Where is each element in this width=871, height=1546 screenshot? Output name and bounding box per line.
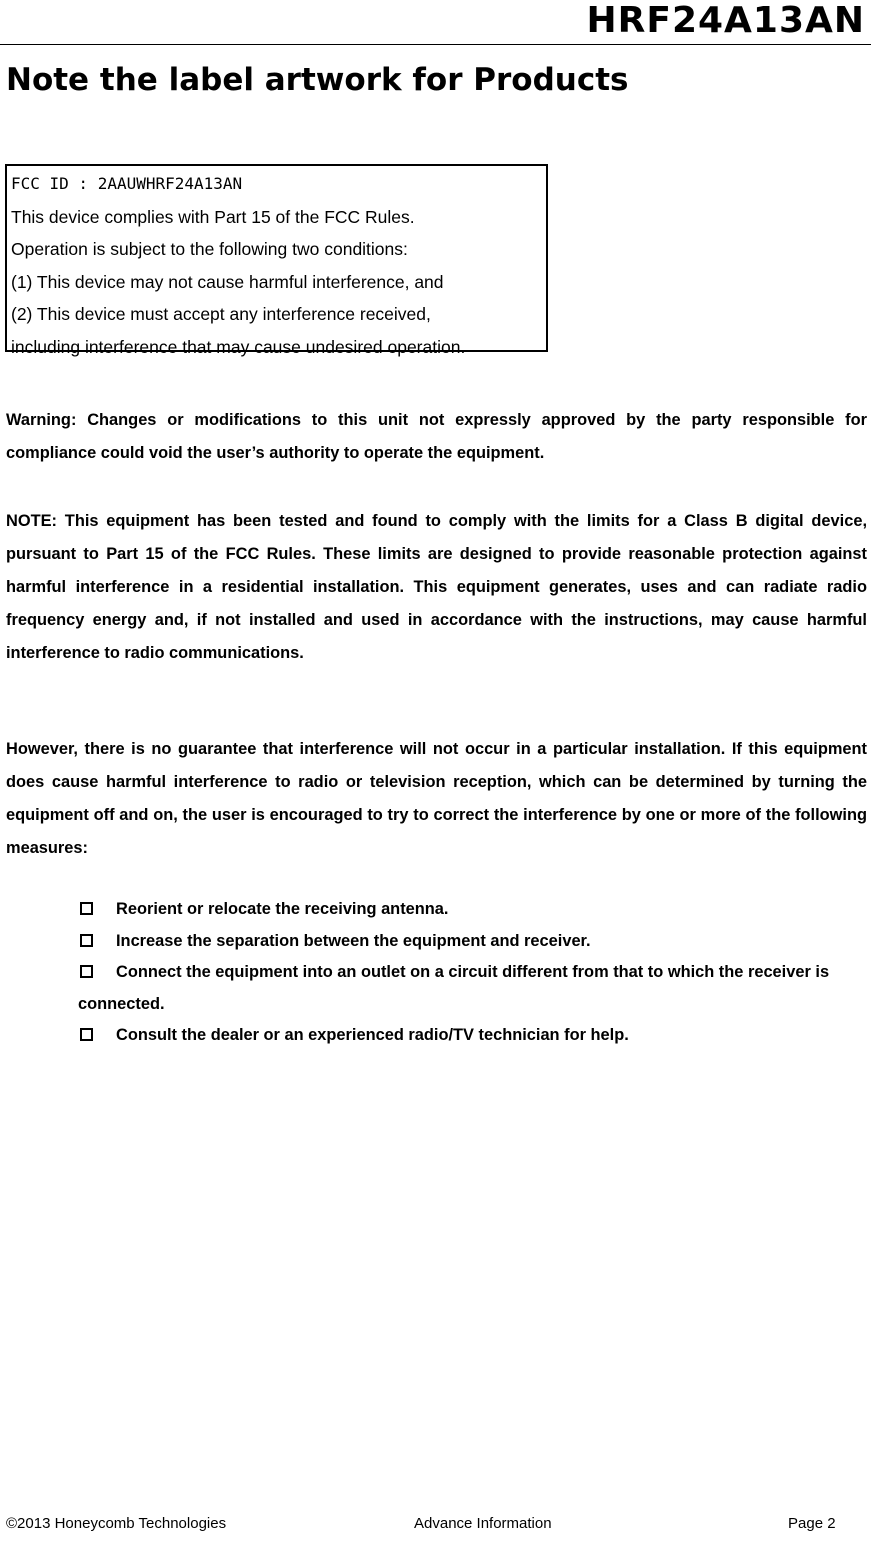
checkbox-square-icon xyxy=(80,902,93,915)
list-item xyxy=(78,1020,868,1052)
fcc-label-artwork xyxy=(5,164,548,357)
measure-text: Consult the dealer or an experienced radio/TV technician for help. xyxy=(116,1026,629,1044)
measures-list xyxy=(78,894,868,1052)
list-item xyxy=(78,926,868,958)
label-line: This device complies with Part 15 of the FCC Rules. xyxy=(11,206,415,227)
warning-paragraph: Warning: Changes or modifications to this unit not expressly approved by the party responsible for compliance could void the user’s authority to operate the equipment. xyxy=(6,411,867,462)
checkbox-square-icon xyxy=(80,965,93,978)
checkbox-square-icon xyxy=(80,934,93,947)
label-line: Operation is subject to the following two conditions: xyxy=(11,239,408,259)
label-line: (1) This device may not cause harmful interference, and xyxy=(11,271,444,292)
list-item xyxy=(78,957,868,1020)
label-line-fcc-id: FCC ID : 2AAUWHRF24A13AN xyxy=(11,174,243,193)
however-paragraph: However, there is no guarantee that interference will not occur in a particular installation. If this equipment does cause harmful interference to radio or television reception, which can be determined by turning the equipment off and on, the user is encouraged to try to correct the interference by one or more of the following measures: xyxy=(6,740,867,857)
measure-text: Connect the equipment into an outlet on a circuit different from that to which the receiver is connected. xyxy=(78,963,830,1013)
note-paragraph: NOTE: This equipment has been tested and found to comply with the limits for a Class B digital device, pursuant to Part 15 of the FCC Rules. These limits are designed to provide reasonable protection against harmful interference in a residential installation. This equipment generates, uses and can radiate radio frequency energy and, if not installed and used in accordance with the instructions, may cause harmful interference to radio communications. xyxy=(6,512,867,662)
measure-text: Increase the separation between the equipment and receiver. xyxy=(116,931,591,950)
measure-text: Reorient or relocate the receiving antenna. xyxy=(116,900,449,918)
document-model-title: HRF24A13AN xyxy=(586,0,865,41)
label-line: (2) This device must accept any interference received, xyxy=(11,304,431,324)
footer-page-number: Page 2 xyxy=(788,1515,836,1532)
label-line: including interference that may cause undesired operation. xyxy=(11,336,466,357)
footer-copyright: ©2013 Honeycomb Technologies xyxy=(6,1515,227,1532)
list-item xyxy=(78,894,868,926)
header-divider xyxy=(0,44,871,45)
page-title: Note the label artwork for Products xyxy=(6,62,629,98)
checkbox-square-icon xyxy=(80,1028,93,1041)
footer-center-label: Advance Information xyxy=(414,1515,552,1532)
